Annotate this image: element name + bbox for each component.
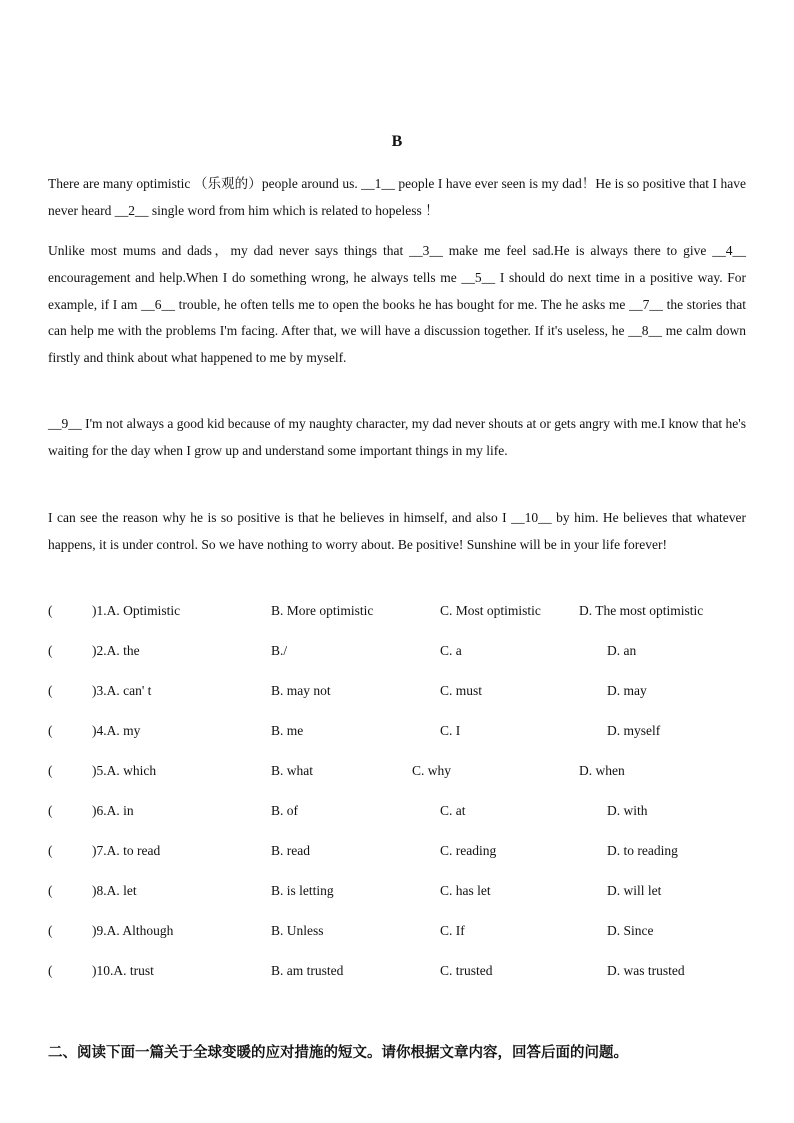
answer-blank-open: ( xyxy=(48,603,53,618)
option-a: )1.A. Optimistic xyxy=(92,603,181,618)
answer-blank-open: ( xyxy=(48,923,53,938)
answer-blank-open: ( xyxy=(48,683,53,698)
paragraph-3: __9__ I'm not always a good kid because of my naughty character, my dad never shouts at or gets angry with me.I know that he's waiting for the day when I grow up and understand some important things in my life. xyxy=(48,416,746,458)
answer-blank-open: ( xyxy=(48,723,53,738)
answer-blank-open: ( xyxy=(48,843,53,858)
option-a: )2.A. the xyxy=(92,643,140,658)
answer-blank-open: ( xyxy=(48,883,53,898)
option-c: C. trusted xyxy=(440,963,493,978)
question-row-9 xyxy=(48,923,768,943)
option-d: D. Since xyxy=(607,923,654,938)
option-b: B. of xyxy=(271,803,298,818)
question-row-8 xyxy=(48,883,768,903)
answer-blank-open: ( xyxy=(48,963,53,978)
paragraph-2: Unlike most mums and dads，my dad never says things that __3__ make me feel sad.He is always there to give __4__ encouragement and help.When I do something wrong, he always tells me __5__ I should do next time in a positive way. For example, if I am __6__ trouble, he often tells me to open the books he has bought for me. The he asks me __7__ the stories that can help me with the problems I'm facing. After that, we will have a discussion together. If it's useless, he __8__ me calm down firstly and think about what happened to me by myself. xyxy=(48,243,746,366)
question-row-4 xyxy=(48,723,768,743)
option-c: C. at xyxy=(440,803,466,818)
option-c: C. If xyxy=(440,923,465,938)
question-row-2 xyxy=(48,643,768,663)
paragraph-1: There are many optimistic （乐观的）people around us. __1__ people I have ever seen is my dad！He is so positive that I have never heard __2__ single word from him which is related to hopeless ！ xyxy=(48,176,746,218)
answer-blank-open: ( xyxy=(48,803,53,818)
option-b: B. Unless xyxy=(271,923,324,938)
option-a: )4.A. my xyxy=(92,723,141,738)
option-b: B. is letting xyxy=(271,883,334,898)
option-a: )5.A. which xyxy=(92,763,157,778)
question-row-6 xyxy=(48,803,768,823)
option-b: B. read xyxy=(271,843,310,858)
option-b: B. what xyxy=(271,763,313,778)
option-c: C. why xyxy=(412,763,452,778)
option-b: B. am trusted xyxy=(271,963,344,978)
answer-blank-open: ( xyxy=(48,643,53,658)
option-d: D. with xyxy=(607,803,648,818)
option-c: C. reading xyxy=(440,843,497,858)
passage-title: B xyxy=(391,133,403,150)
question-row-5 xyxy=(48,763,768,783)
answer-blank-open: ( xyxy=(48,763,53,778)
option-d: D. myself xyxy=(607,723,661,738)
option-d: D. The most optimistic xyxy=(579,603,704,618)
question-row-1 xyxy=(48,603,768,623)
option-b: B./ xyxy=(271,643,288,658)
paragraph-4: I can see the reason why he is so positive is that he believes in himself, and also I __10__ by him. He believes that whatever happens, it is under control. So we have nothing to worry about. Be positive! Sunshine will be in your life forever! xyxy=(48,510,746,552)
option-a: )10.A. trust xyxy=(92,963,154,978)
option-b: B. me xyxy=(271,723,304,738)
option-b: B. More optimistic xyxy=(271,603,374,618)
option-c: C. has let xyxy=(440,883,491,898)
option-b: B. may not xyxy=(271,683,331,698)
option-a: )6.A. in xyxy=(92,803,134,818)
option-c: C. I xyxy=(440,723,461,738)
option-a: )9.A. Although xyxy=(92,923,174,938)
question-row-3 xyxy=(48,683,768,703)
option-d: D. may xyxy=(607,683,647,698)
option-d: D. was trusted xyxy=(607,963,685,978)
option-d: D. an xyxy=(607,643,637,658)
option-a: )3.A. can' t xyxy=(92,683,152,698)
question-row-7 xyxy=(48,843,768,863)
option-a: )8.A. let xyxy=(92,883,137,898)
question-row-10 xyxy=(48,963,768,983)
option-d: D. will let xyxy=(607,883,662,898)
option-c: C. Most optimistic xyxy=(440,603,541,618)
option-a: )7.A. to read xyxy=(92,843,161,858)
option-d: D. to reading xyxy=(607,843,678,858)
option-c: C. must xyxy=(440,683,483,698)
section-heading: 二、阅读下面一篇关于全球变暖的应对措施的短文。请你根据文章内容，回答后面的问题。 xyxy=(48,1045,628,1061)
option-c: C. a xyxy=(440,643,462,658)
option-d: D. when xyxy=(579,763,625,778)
